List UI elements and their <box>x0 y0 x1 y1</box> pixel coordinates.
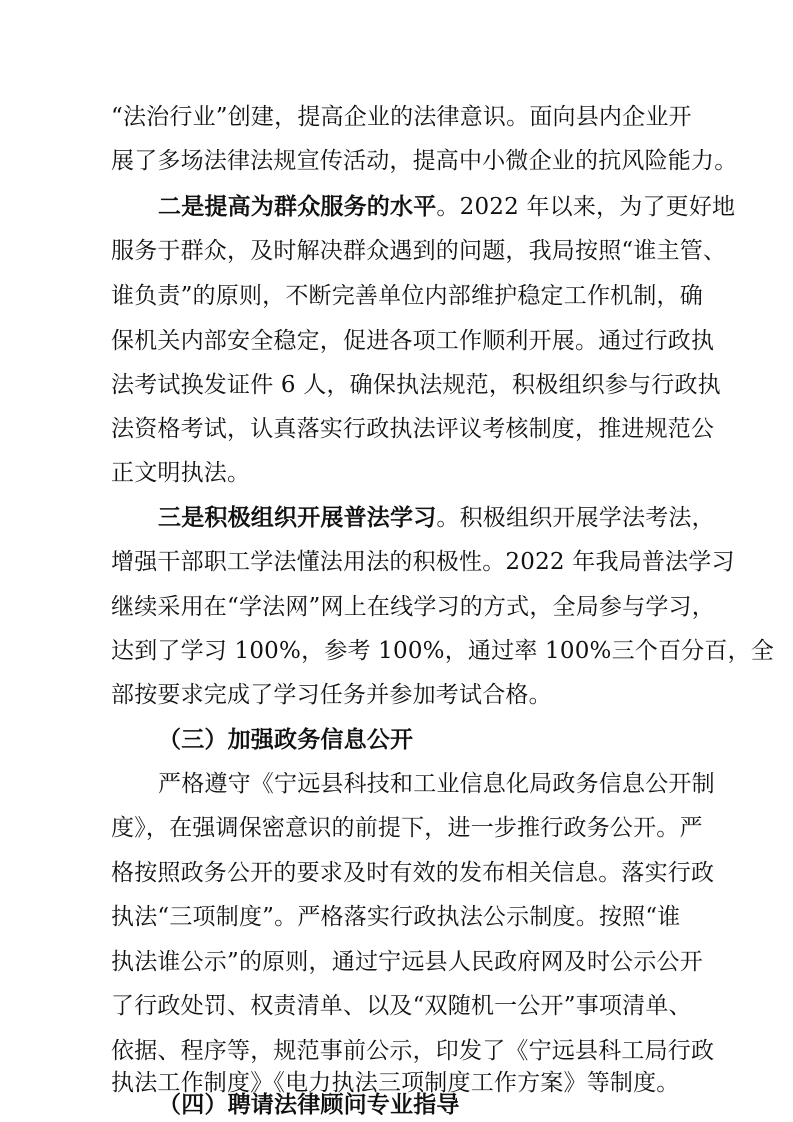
paragraph-line <box>0 192 793 222</box>
paragraph-line: 达到了学习 100%，参考 100%，通过率 100%三个百分百，全 <box>111 638 774 664</box>
paragraph-line: 严格遵守《宁远县科技和工业信息化局政务信息公开制 <box>158 771 715 797</box>
paragraph-line: 依据、程序等，规范事前公示，印发了《宁远县科工局行政 <box>111 1038 715 1064</box>
section-heading: （四）聘请法律顾问专业指导 <box>158 1092 460 1118</box>
paragraph-line: 保机关内部安全稳定，促进各项工作顺利开展。通过行政执 <box>111 328 715 354</box>
paragraph-text: 。积极组织开展学法考法， <box>436 505 715 531</box>
paragraph-line: 谁负责”的原则，不断完善单位内部维护稳定工作机制，确 <box>111 283 703 309</box>
paragraph-line: 继续采用在“学法网”网上在线学习的方式，全局参与学习， <box>111 594 715 620</box>
paragraph-text: 。2022 年以来，为了更好地 <box>436 194 736 220</box>
paragraph-line: 展了多场法律法规宣传活动，提高中小微企业的抗风险能力。 <box>111 148 738 174</box>
paragraph-line: 执法工作制度》《电力执法三项制度工作方案》等制度。 <box>111 1070 680 1096</box>
paragraph-line: 部按要求完成了学习任务并参加考试合格。 <box>111 682 552 708</box>
paragraph-line: 法资格考试，认真落实行政执法评议考核制度，推进规范公 <box>111 416 715 442</box>
paragraph-line: 增强干部职工学法懂法用法的积极性。2022 年我局普法学习 <box>111 549 735 575</box>
paragraph-line <box>0 503 793 533</box>
paragraph-line: 服务于群众，及时解决群众遇到的问题，我局按照“谁主管、 <box>111 238 727 264</box>
section-heading: （三）加强政务信息公开 <box>158 727 414 753</box>
paragraph-line: 正文明执法。 <box>111 460 251 486</box>
paragraph-heading: 二是提高为群众服务的水平 <box>158 194 437 220</box>
paragraph-line: 了行政处罚、权责清单、以及“双随机一公开”事项清单、 <box>111 993 692 1019</box>
paragraph-line: 格按照政务公开的要求及时有效的发布相关信息。落实行政 <box>111 860 715 886</box>
paragraph-line: 度》，在强调保密意识的前提下，进一步推行政务公开。严 <box>111 815 703 841</box>
paragraph-line: 法考试换发证件 6 人，确保执法规范，积极组织参与行政执 <box>111 372 721 398</box>
paragraph-line: 执法谁公示”的原则，通过宁远县人民政府网及时公示公开 <box>111 949 703 975</box>
paragraph-line: “法治行业”创建，提高企业的法律意识。面向县内企业开 <box>111 104 692 130</box>
paragraph-heading: 三是积极组织开展普法学习 <box>158 505 437 531</box>
paragraph-line: 执法“三项制度”。严格落实行政执法公示制度。按照“谁 <box>111 904 681 930</box>
